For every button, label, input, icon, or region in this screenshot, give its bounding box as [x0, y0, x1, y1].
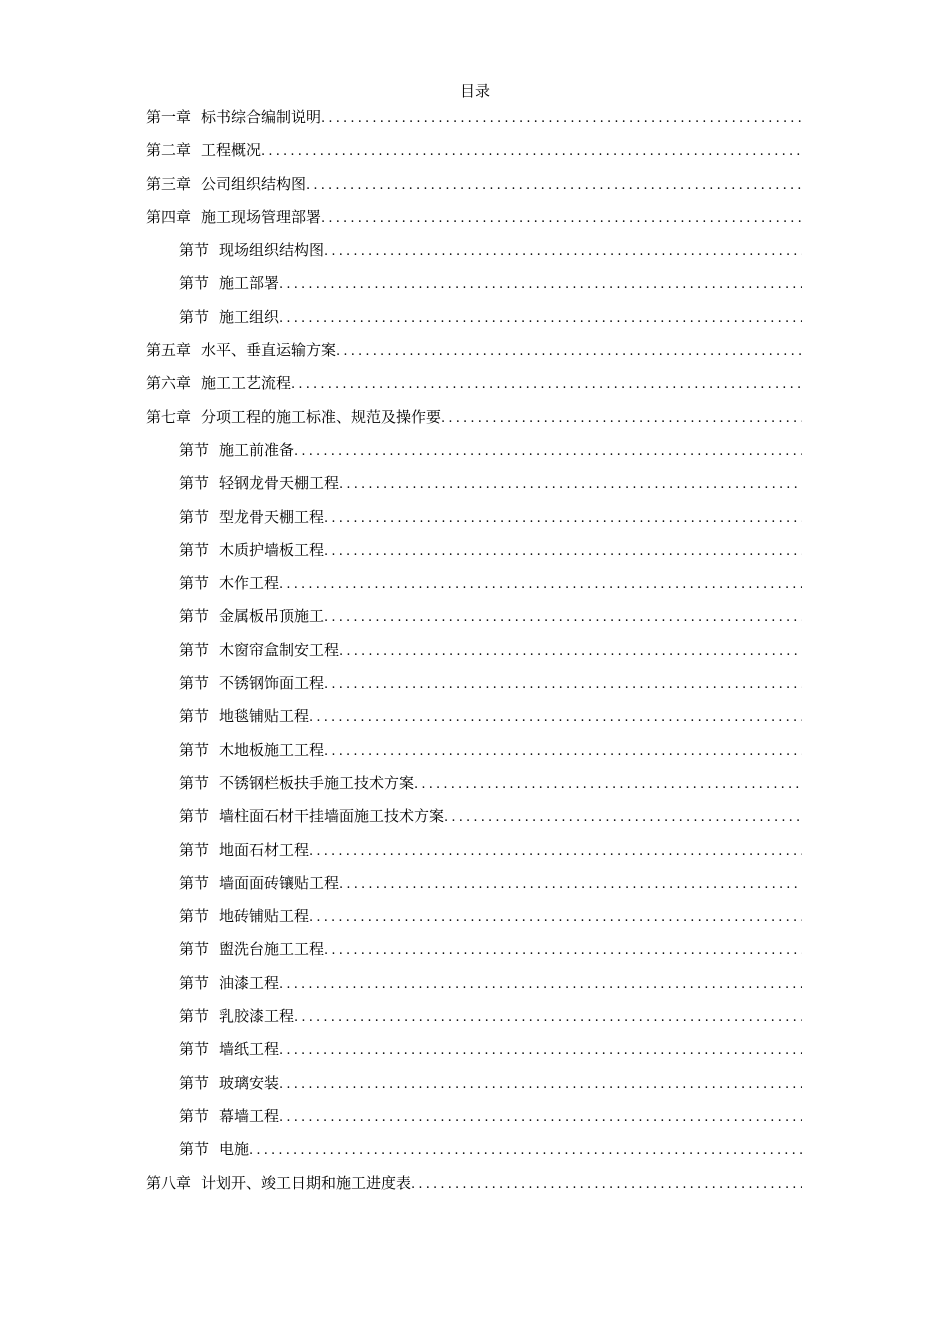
toc-entry-number: 第节: [179, 740, 210, 759]
toc-entry-title: 不锈钢饰面工程: [219, 674, 325, 693]
toc-entry-number: 第节: [179, 1073, 210, 1092]
toc-chapter-entry[interactable]: [146, 1170, 802, 1203]
toc-dot-leader: [294, 1005, 802, 1031]
toc-entry-number: 第节: [179, 474, 210, 493]
toc-section-entry[interactable]: [146, 703, 802, 736]
toc-entry-number: 第八章: [146, 1173, 192, 1192]
toc-entry-title: 金属板吊顶施工: [219, 607, 325, 626]
toc-entry-title: 电施: [219, 1140, 250, 1159]
toc-entry-title: 施工部署: [219, 274, 280, 293]
toc-entry-title: 地毯铺贴工程: [219, 707, 310, 726]
toc-entry-title: 木质护墙板工程: [219, 540, 325, 559]
toc-section-entry[interactable]: [146, 603, 802, 636]
toc-entry-number: 第节: [179, 1007, 210, 1026]
toc-entry-title: 乳胶漆工程: [219, 1007, 295, 1026]
toc-chapter-entry[interactable]: [146, 104, 802, 137]
toc-section-entry[interactable]: [146, 1036, 802, 1069]
toc-section-entry[interactable]: [146, 270, 802, 303]
toc-entry-number: 第节: [179, 241, 210, 260]
toc-dot-leader: [291, 372, 802, 398]
toc-entry-number: 第节: [179, 540, 210, 559]
toc-section-entry[interactable]: [146, 1003, 802, 1036]
toc-section-entry[interactable]: [146, 837, 802, 870]
toc-chapter-entry[interactable]: [146, 337, 802, 370]
toc-dot-leader: [279, 572, 802, 598]
toc-dot-leader: [441, 406, 802, 432]
toc-dot-leader: [324, 672, 802, 698]
toc-title: 目录: [459, 82, 490, 100]
toc-entry-number: 第节: [179, 607, 210, 626]
toc-entry-title: 不锈钢栏板扶手施工技术方案: [219, 773, 415, 792]
toc-entry-number: 第节: [179, 907, 210, 926]
toc-dot-leader: [279, 272, 802, 298]
toc-section-entry[interactable]: [146, 570, 802, 603]
toc-dot-leader: [279, 972, 802, 998]
toc-entry-number: 第节: [179, 1106, 210, 1125]
toc-section-entry[interactable]: [146, 737, 802, 770]
toc-entry-title: 工程概况: [201, 141, 262, 160]
toc-entry-number: 第节: [179, 507, 210, 526]
toc-entry-title: 标书综合编制说明: [201, 108, 322, 126]
toc-chapter-entry[interactable]: [146, 137, 802, 170]
toc-entry-title: 木窗帘盒制安工程: [219, 640, 340, 659]
toc-entry-title: 水平、垂直运输方案: [201, 341, 337, 360]
toc-dot-leader: [324, 739, 802, 765]
toc-entry-title: 墙纸工程: [219, 1040, 280, 1059]
toc-dot-leader: [306, 173, 802, 199]
toc-section-entry[interactable]: [146, 670, 802, 703]
toc-entry-number: 第节: [179, 1140, 210, 1159]
toc-dot-leader: [444, 805, 802, 831]
toc-entry-number: 第节: [179, 707, 210, 726]
toc-entry-number: 第五章: [146, 341, 192, 360]
toc-section-entry[interactable]: [146, 870, 802, 903]
toc-entry-number: 第节: [179, 307, 210, 326]
toc-dot-leader: [279, 306, 802, 332]
toc-section-entry[interactable]: [146, 770, 802, 803]
toc-chapter-entry[interactable]: [146, 370, 802, 403]
toc-dot-leader: [261, 139, 802, 165]
toc-entry-number: 第节: [179, 1040, 210, 1059]
toc-section-entry[interactable]: [146, 304, 802, 337]
toc-section-entry[interactable]: [146, 1070, 802, 1103]
toc-section-entry[interactable]: [146, 504, 802, 537]
toc-dot-leader: [321, 206, 802, 232]
toc-entry-number: 第节: [179, 640, 210, 659]
toc-entry-title: 油漆工程: [219, 973, 280, 992]
toc-dot-leader: [321, 106, 802, 132]
toc-entry-title: 现场组织结构图: [219, 241, 325, 260]
toc-entry-title: 施工现场管理部署: [201, 207, 322, 226]
toc-dot-leader: [324, 539, 802, 565]
toc-entry-number: 第节: [179, 840, 210, 859]
toc-entry-number: 第节: [179, 973, 210, 992]
toc-dot-leader: [249, 1138, 802, 1164]
toc-dot-leader: [324, 605, 802, 631]
toc-dot-leader: [309, 905, 802, 931]
toc-section-entry[interactable]: [146, 936, 802, 969]
toc-dot-leader: [309, 705, 802, 731]
toc-entry-title: 木地板施工工程: [219, 740, 325, 759]
toc-section-entry[interactable]: [146, 637, 802, 670]
toc-entry-title: 盥洗台施工工程: [219, 940, 325, 959]
toc-entry-number: 第节: [179, 773, 210, 792]
toc-entry-number: 第节: [179, 440, 210, 459]
toc-section-entry[interactable]: [146, 1136, 802, 1169]
toc-dot-leader: [336, 339, 802, 365]
toc-entry-number: 第四章: [146, 207, 192, 226]
toc-dot-leader: [411, 1172, 802, 1198]
toc-dot-leader: [279, 1105, 802, 1131]
toc-section-entry[interactable]: [146, 903, 802, 936]
toc-chapter-entry[interactable]: [146, 171, 802, 204]
toc-section-entry[interactable]: [146, 537, 802, 570]
toc-section-entry[interactable]: [146, 437, 802, 470]
toc-entry-number: 第一章: [146, 108, 192, 126]
toc-entry-title: 公司组织结构图: [201, 174, 307, 193]
toc-entry-number: 第节: [179, 674, 210, 693]
toc-dot-leader: [324, 938, 802, 964]
toc-entry-number: 第三章: [146, 174, 192, 193]
toc-entry-number: 第六章: [146, 374, 192, 393]
toc-chapter-entry[interactable]: [146, 404, 802, 437]
toc-section-entry[interactable]: [146, 803, 802, 836]
toc-dot-leader: [339, 872, 802, 898]
toc-dot-leader: [339, 472, 802, 498]
toc-section-entry[interactable]: [146, 470, 802, 503]
toc-entry-title: 分项工程的施工标准、规范及操作要: [201, 407, 442, 426]
toc-chapter-entry[interactable]: [146, 204, 802, 237]
toc-entry-title: 幕墙工程: [219, 1106, 280, 1125]
toc-entry-number: 第七章: [146, 407, 192, 426]
toc-dot-leader: [414, 772, 802, 798]
toc-entry-title: 施工前准备: [219, 440, 295, 459]
toc-section-entry[interactable]: [146, 1103, 802, 1136]
toc-section-entry[interactable]: [146, 237, 802, 270]
toc-entry-number: 第节: [179, 807, 210, 826]
toc-entry-number: 第节: [179, 940, 210, 959]
toc-entry-title: 计划开、竣工日期和施工进度表: [201, 1173, 412, 1192]
toc-entry-title: 地砖铺贴工程: [219, 907, 310, 926]
toc-dot-leader: [279, 1038, 802, 1064]
toc-dot-leader: [294, 439, 802, 465]
toc-dot-leader: [309, 839, 802, 865]
toc-entry-title: 施工组织: [219, 307, 280, 326]
toc-entry-title: 施工工艺流程: [201, 374, 292, 393]
toc-entry-title: 轻钢龙骨天棚工程: [219, 474, 340, 493]
toc-entry-number: 第节: [179, 274, 210, 293]
toc-dot-leader: [324, 506, 802, 532]
toc-entry-title: 地面石材工程: [219, 840, 310, 859]
toc-entry-title: 墙柱面石材干挂墙面施工技术方案: [219, 807, 445, 826]
toc-list: [146, 104, 802, 1203]
toc-entry-title: 型龙骨天棚工程: [219, 507, 325, 526]
toc-dot-leader: [324, 239, 802, 265]
toc-section-entry[interactable]: [146, 970, 802, 1003]
toc-entry-title: 木作工程: [219, 574, 280, 593]
toc-entry-title: 玻璃安装: [219, 1073, 280, 1092]
toc-entry-number: 第节: [179, 574, 210, 593]
toc-dot-leader: [339, 639, 802, 665]
toc-entry-title: 墙面面砖镶贴工程: [219, 873, 340, 892]
toc-entry-number: 第节: [179, 873, 210, 892]
toc-dot-leader: [279, 1072, 802, 1098]
toc-entry-number: 第二章: [146, 141, 192, 160]
